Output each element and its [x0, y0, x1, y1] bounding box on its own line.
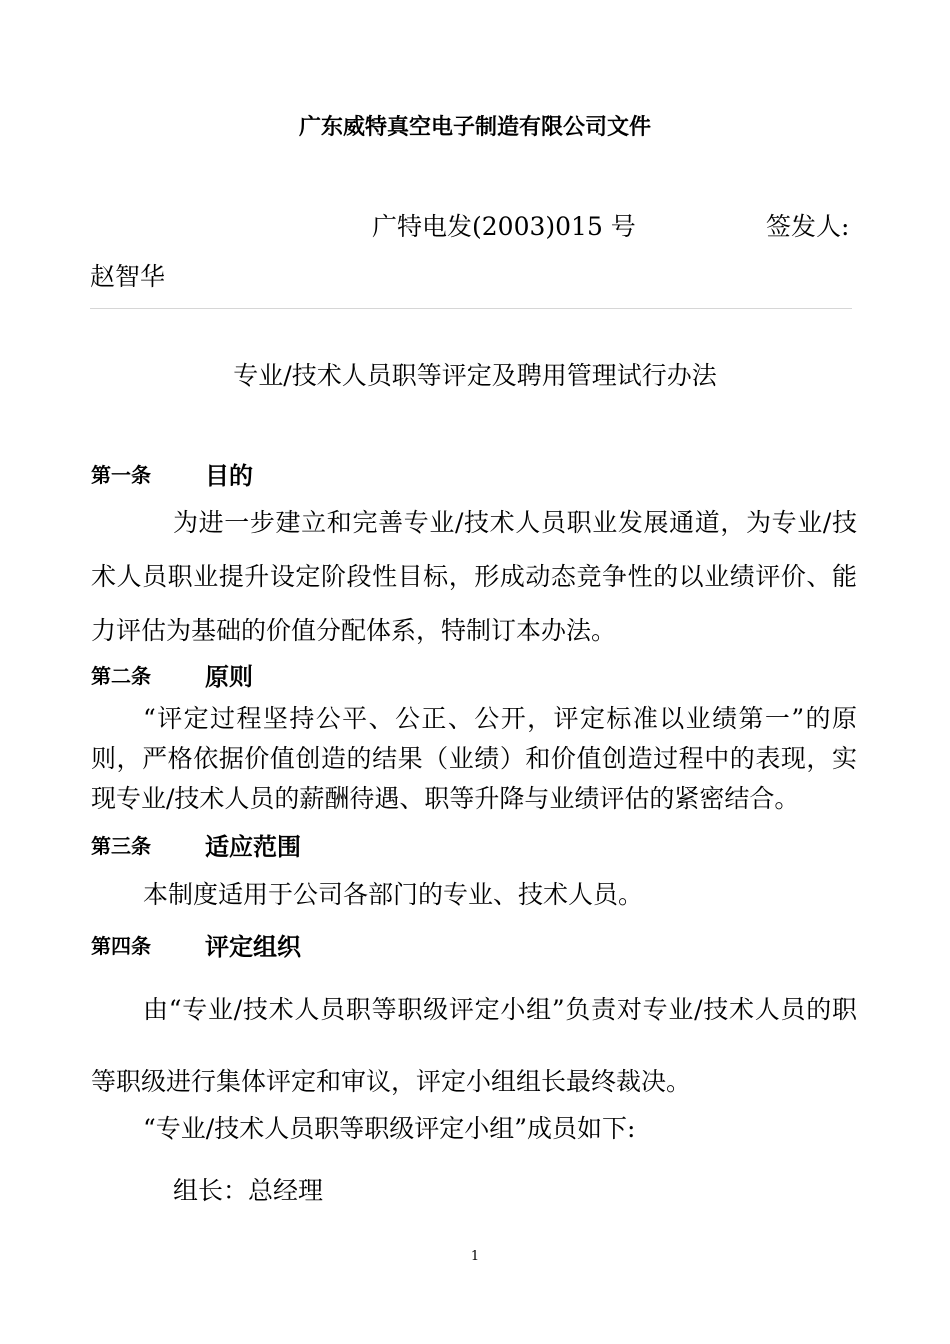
article-4-group-leader: 组长：总经理	[173, 1176, 324, 1205]
signer-name: 赵智华	[90, 262, 166, 291]
document-number: 广特电发(2003)015 号	[372, 212, 636, 241]
article-4-heading: 评定组织	[205, 933, 301, 961]
article-4-paragraph: 由“专业/技术人员职等职级评定小组”负责对专业/技术人员的职等职级进行集体评定和审议，评定小组组长最终裁决。	[91, 995, 857, 1096]
article-4-number: 第四条	[91, 934, 151, 958]
header-divider	[90, 308, 852, 309]
article-1-paragraph: 为进一步建立和完善专业/技术人员职业发展通道，为专业/技术人员职业提升设定阶段性目标，形成动态竞争性的以业绩评价、能力评估为基础的价值分配体系，特制订本办法。	[91, 508, 857, 645]
article-2-number: 第二条	[91, 664, 151, 688]
article-1-number: 第一条	[91, 463, 151, 487]
document-title: 专业/技术人员职等评定及聘用管理试行办法	[233, 361, 717, 390]
article-4-members-intro: “专业/技术人员职等职级评定小组”成员如下:	[143, 1114, 636, 1143]
page-number: 1	[470, 1249, 480, 1264]
article-2-heading: 原则	[205, 663, 253, 691]
article-3-heading: 适应范围	[205, 833, 301, 861]
article-2-paragraph: “评定过程坚持公平、公正、公开，评定标准以业绩第一”的原则，严格依据价值创造的结果（业绩）和价值创造过程中的表现，实现专业/技术人员的薪酬待遇、职等升降与业绩评估的紧密结合。	[91, 704, 857, 813]
company-document-title: 广东威特真空电子制造有限公司文件	[298, 115, 651, 140]
signer-label: 签发人:	[766, 212, 850, 241]
article-3-number: 第三条	[91, 834, 151, 858]
article-1-heading: 目的	[205, 462, 253, 490]
article-3-paragraph: 本制度适用于公司各部门的专业、技术人员。	[143, 880, 644, 909]
